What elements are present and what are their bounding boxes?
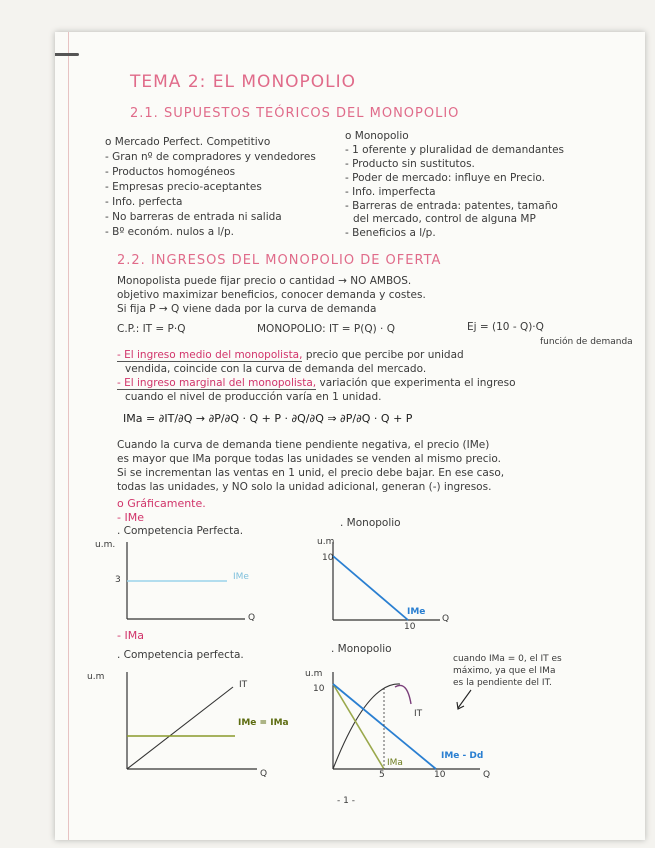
list-item: - Poder de mercado: influye en Precio. — [345, 172, 545, 184]
text-line: Si se incrementan las ventas en 1 unid, el precio debe bajar. En ese caso, — [117, 467, 505, 479]
text-line: Cuando la curva de demanda tiene pendiente negativa, el precio (IMe) — [117, 439, 490, 451]
graph4-ymax: 10 — [313, 684, 325, 694]
text-line: vendida, coincide con la curva de demanda del mercado. — [125, 363, 427, 375]
list-item: o Mercado Perfect. Competitivo — [105, 136, 271, 148]
graph3-flat-label: IMe = IMa — [238, 718, 289, 728]
graph4-note-line: es la pendiente del IT. — [453, 678, 552, 688]
ima-term: - El ingreso marginal del monopolista, — [117, 377, 317, 389]
graph4-ime-line — [333, 684, 436, 769]
graph3-ylabel: u.m — [87, 672, 105, 682]
text-line: objetivo maximizar beneficios, conocer demanda y costes. — [117, 289, 426, 301]
text-line: Monopolista puede fijar precio o cantidad → NO AMBOS. — [117, 275, 412, 287]
graph4-note-arrowhead — [457, 702, 464, 709]
graph4-note-arrow — [458, 690, 471, 708]
list-item: - Info. perfecta — [105, 196, 183, 208]
graph2-ymax: 10 — [322, 553, 334, 563]
section-2-2-heading: 2.2. INGRESOS DEL MONOPOLIO DE OFERTA — [117, 253, 442, 268]
text-line: es mayor que IMa porque todas las unidades se venden al mismo precio. — [117, 453, 501, 465]
list-item: - 1 oferente y pluralidad de demandantes — [345, 144, 565, 156]
list-item: del mercado, control de alguna MP — [353, 213, 536, 225]
graph4-note-line: máximo, ya que el IMa — [453, 666, 556, 676]
graph2-ylabel: u.m — [317, 537, 335, 547]
text-line: cuando el nivel de producción varía en 1 unidad. — [125, 391, 382, 403]
list-item: - Bº económ. nulos a l/p. — [105, 226, 234, 238]
graph4-ylabel: u.m — [305, 669, 323, 679]
ima-subheading: - IMa — [117, 629, 144, 642]
graph4-it-curve — [333, 684, 400, 769]
graph1-ylabel: u.m. — [95, 540, 116, 550]
list-item: - No barreras de entrada ni salida — [105, 211, 282, 223]
list-item: - Empresas precio-aceptantes — [105, 181, 262, 193]
graph2-xlabel: Q — [442, 614, 450, 624]
text-line: Si fija P → Q viene dada por la curva de demanda — [117, 303, 377, 315]
section-2-1-heading: 2.1. SUPUESTOS TEÓRICOS DEL MONOPOLIO — [130, 106, 460, 121]
graph4-note-line: cuando IMa = 0, el IT es — [453, 654, 562, 664]
graphs-drawing — [55, 32, 645, 840]
ime-rest: precio que percibe por unidad — [305, 349, 464, 361]
graph1-curve-label: IMe — [233, 572, 249, 582]
graph1-title: . Competencia Perfecta. — [117, 525, 244, 537]
graph4-title: . Monopolio — [331, 643, 392, 655]
graph3-title: . Competencia perfecta. — [117, 649, 244, 661]
formula-ima: IMa = ∂IT/∂Q → ∂P/∂Q · Q + P · ∂Q/∂Q ⇒ ∂P/∂Q · Q + P — [123, 412, 413, 425]
list-item: - Beneficios a l/p. — [345, 227, 436, 239]
list-item: - Gran nº de compradores y vendedores — [105, 151, 316, 163]
demand-note: función de demanda — [540, 337, 633, 347]
graph1-xlabel: Q — [248, 613, 256, 623]
graph3-it-line — [127, 687, 233, 769]
list-item: - Producto sin sustitutos. — [345, 158, 475, 170]
list-item: - Barreras de entrada: patentes, tamaño — [345, 200, 558, 212]
list-item: - Info. imperfecta — [345, 186, 436, 198]
text-line: todas las unidades, y NO solo la unidad adicional, generan (-) ingresos. — [117, 481, 492, 493]
graph2-ime-line — [333, 556, 408, 620]
list-item: o Monopolio — [345, 130, 409, 142]
list-item: - Productos homogéneos — [105, 166, 236, 178]
graph2-xmax: 10 — [404, 622, 416, 632]
graficamente-heading: o Gráficamente. — [117, 497, 206, 510]
graph4-it-top — [395, 685, 411, 704]
page-title: TEMA 2: EL MONOPOLIO — [130, 72, 357, 92]
graph2-curve-label: IMe — [407, 607, 426, 617]
graph4-ima-label: IMa — [387, 758, 403, 768]
graph4-xlabel: Q — [483, 770, 491, 780]
ime-subheading: - IMe — [117, 511, 144, 524]
graph4-xmax: 10 — [434, 770, 446, 780]
graph4-ima-line — [333, 684, 384, 769]
graph4-ime-label: IMe - Dd — [441, 751, 484, 761]
formula-cp: C.P.: IT = P·Q — [117, 323, 186, 335]
notebook-page — [55, 32, 645, 840]
formula-monopolio: MONOPOLIO: IT = P(Q) · Q — [257, 323, 395, 335]
page-number: - 1 - — [337, 796, 355, 806]
graph4-it-label: IT — [414, 709, 423, 719]
ima-rest: variación que experimenta el ingreso — [319, 377, 516, 389]
graph3-xlabel: Q — [260, 769, 268, 779]
graph4-xmid: 5 — [379, 770, 385, 780]
graph3-it-label: IT — [239, 680, 248, 690]
graph1-price-tick: 3 — [115, 575, 121, 585]
graph2-title: . Monopolio — [340, 517, 401, 529]
ime-term: - El ingreso medio del monopolista, — [117, 349, 303, 361]
formula-demand: Ej = (10 - Q)·Q — [467, 321, 544, 333]
